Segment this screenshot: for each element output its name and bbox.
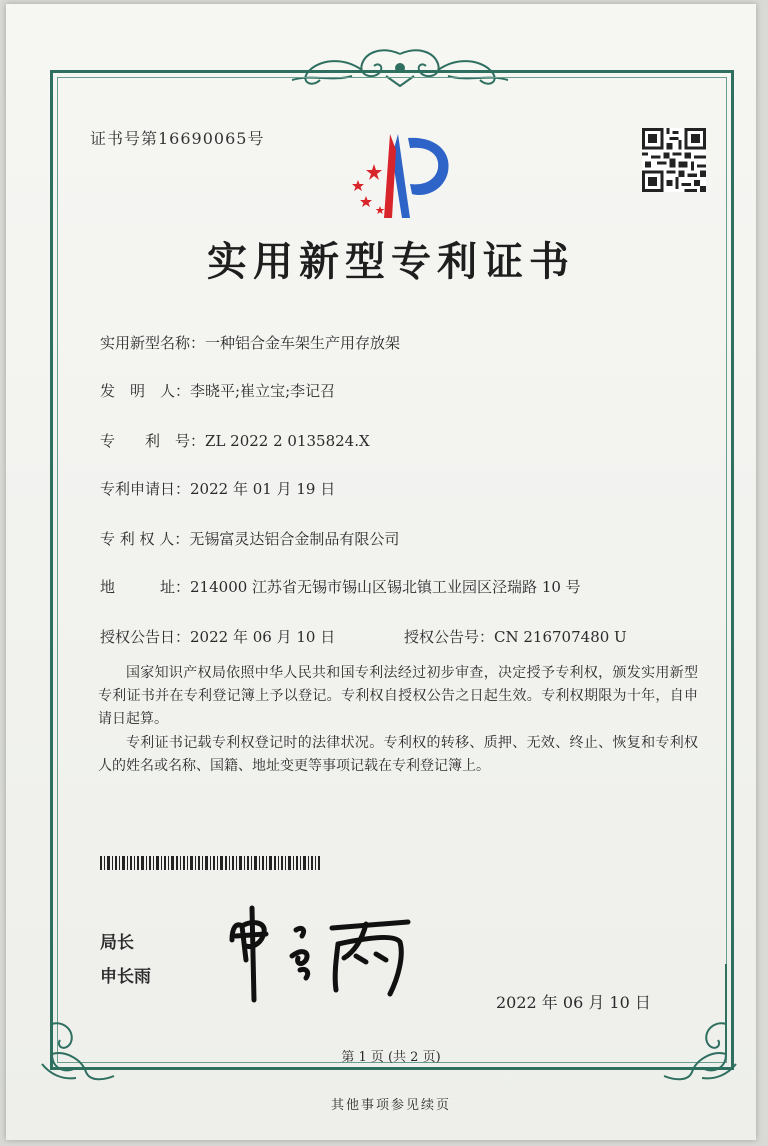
certificate-page xyxy=(6,4,756,1140)
field-label: 授权公告号： xyxy=(404,628,495,646)
legal-paragraph-2: 专利证书记载专利权登记时的法律状况。专利权的转移、质押、无效、终止、恢复和专利权人的姓名或名称、国籍、地址变更等事项记载在专利登记簿上。 xyxy=(98,735,698,774)
field-label: 专 利 号： xyxy=(100,432,206,450)
field-value: 无锡富灵达铝合金制品有限公司 xyxy=(189,530,400,548)
field-value: 一种铝合金车架生产用存放架 xyxy=(205,334,401,352)
field-label: 授权公告日： xyxy=(100,628,191,646)
patent-number-row xyxy=(100,430,370,451)
barcode-icon xyxy=(100,856,320,870)
corner-ornament-right-icon xyxy=(662,964,742,1084)
signatory-name: 申长雨 xyxy=(100,967,151,987)
certificate-number: 证书号第16690065号 xyxy=(90,129,265,148)
page-number: 第 1 页 (共 2 页) xyxy=(341,1050,441,1065)
field-label: 专利申请日： xyxy=(100,480,191,498)
signatory-role: 局长 xyxy=(100,933,134,953)
grant-number-row xyxy=(404,626,627,647)
field-label: 专 利 权 人： xyxy=(100,530,190,548)
field-label: 发 明 人： xyxy=(100,382,191,400)
field-value: 214000 江苏省无锡市锡山区锡北镇工业园区泾瑞路 10 号 xyxy=(190,578,581,596)
field-label: 实用新型名称： xyxy=(100,334,206,352)
field-value: 李晓平;崔立宝;李记召 xyxy=(190,382,336,400)
field-value: ZL 2022 2 0135824.X xyxy=(205,432,370,450)
address-row xyxy=(100,576,581,597)
grant-date-row xyxy=(100,626,335,647)
field-value: 2022 年 01 月 19 日 xyxy=(190,480,336,498)
legal-paragraph-1: 国家知识产权局依照中华人民共和国专利法经过初步审查，决定授予专利权，颁发实用新型专利证书并在专利登记簿上予以登记。专利权自授权公告之日起生效。专利权期限为十年，自申请日起算。 xyxy=(98,665,698,727)
utility-model-name-row xyxy=(100,332,400,353)
field-value: 2022 年 06 月 10 日 xyxy=(190,628,336,646)
inventor-row xyxy=(100,380,335,401)
field-label: 地 址： xyxy=(100,578,191,596)
issue-date: 2022 年 06 月 10 日 xyxy=(496,993,651,1012)
qr-code-icon xyxy=(642,128,706,192)
filing-date-row xyxy=(100,478,335,499)
patentee-row xyxy=(100,528,399,549)
handwritten-signature xyxy=(226,900,416,1010)
continued-note: 其他事项参见续页 xyxy=(330,1098,451,1113)
certificate-title: 实用新型专利证书 xyxy=(207,238,575,285)
patent-office-emblem-icon xyxy=(336,126,458,222)
field-value: CN 216707480 U xyxy=(494,628,627,646)
